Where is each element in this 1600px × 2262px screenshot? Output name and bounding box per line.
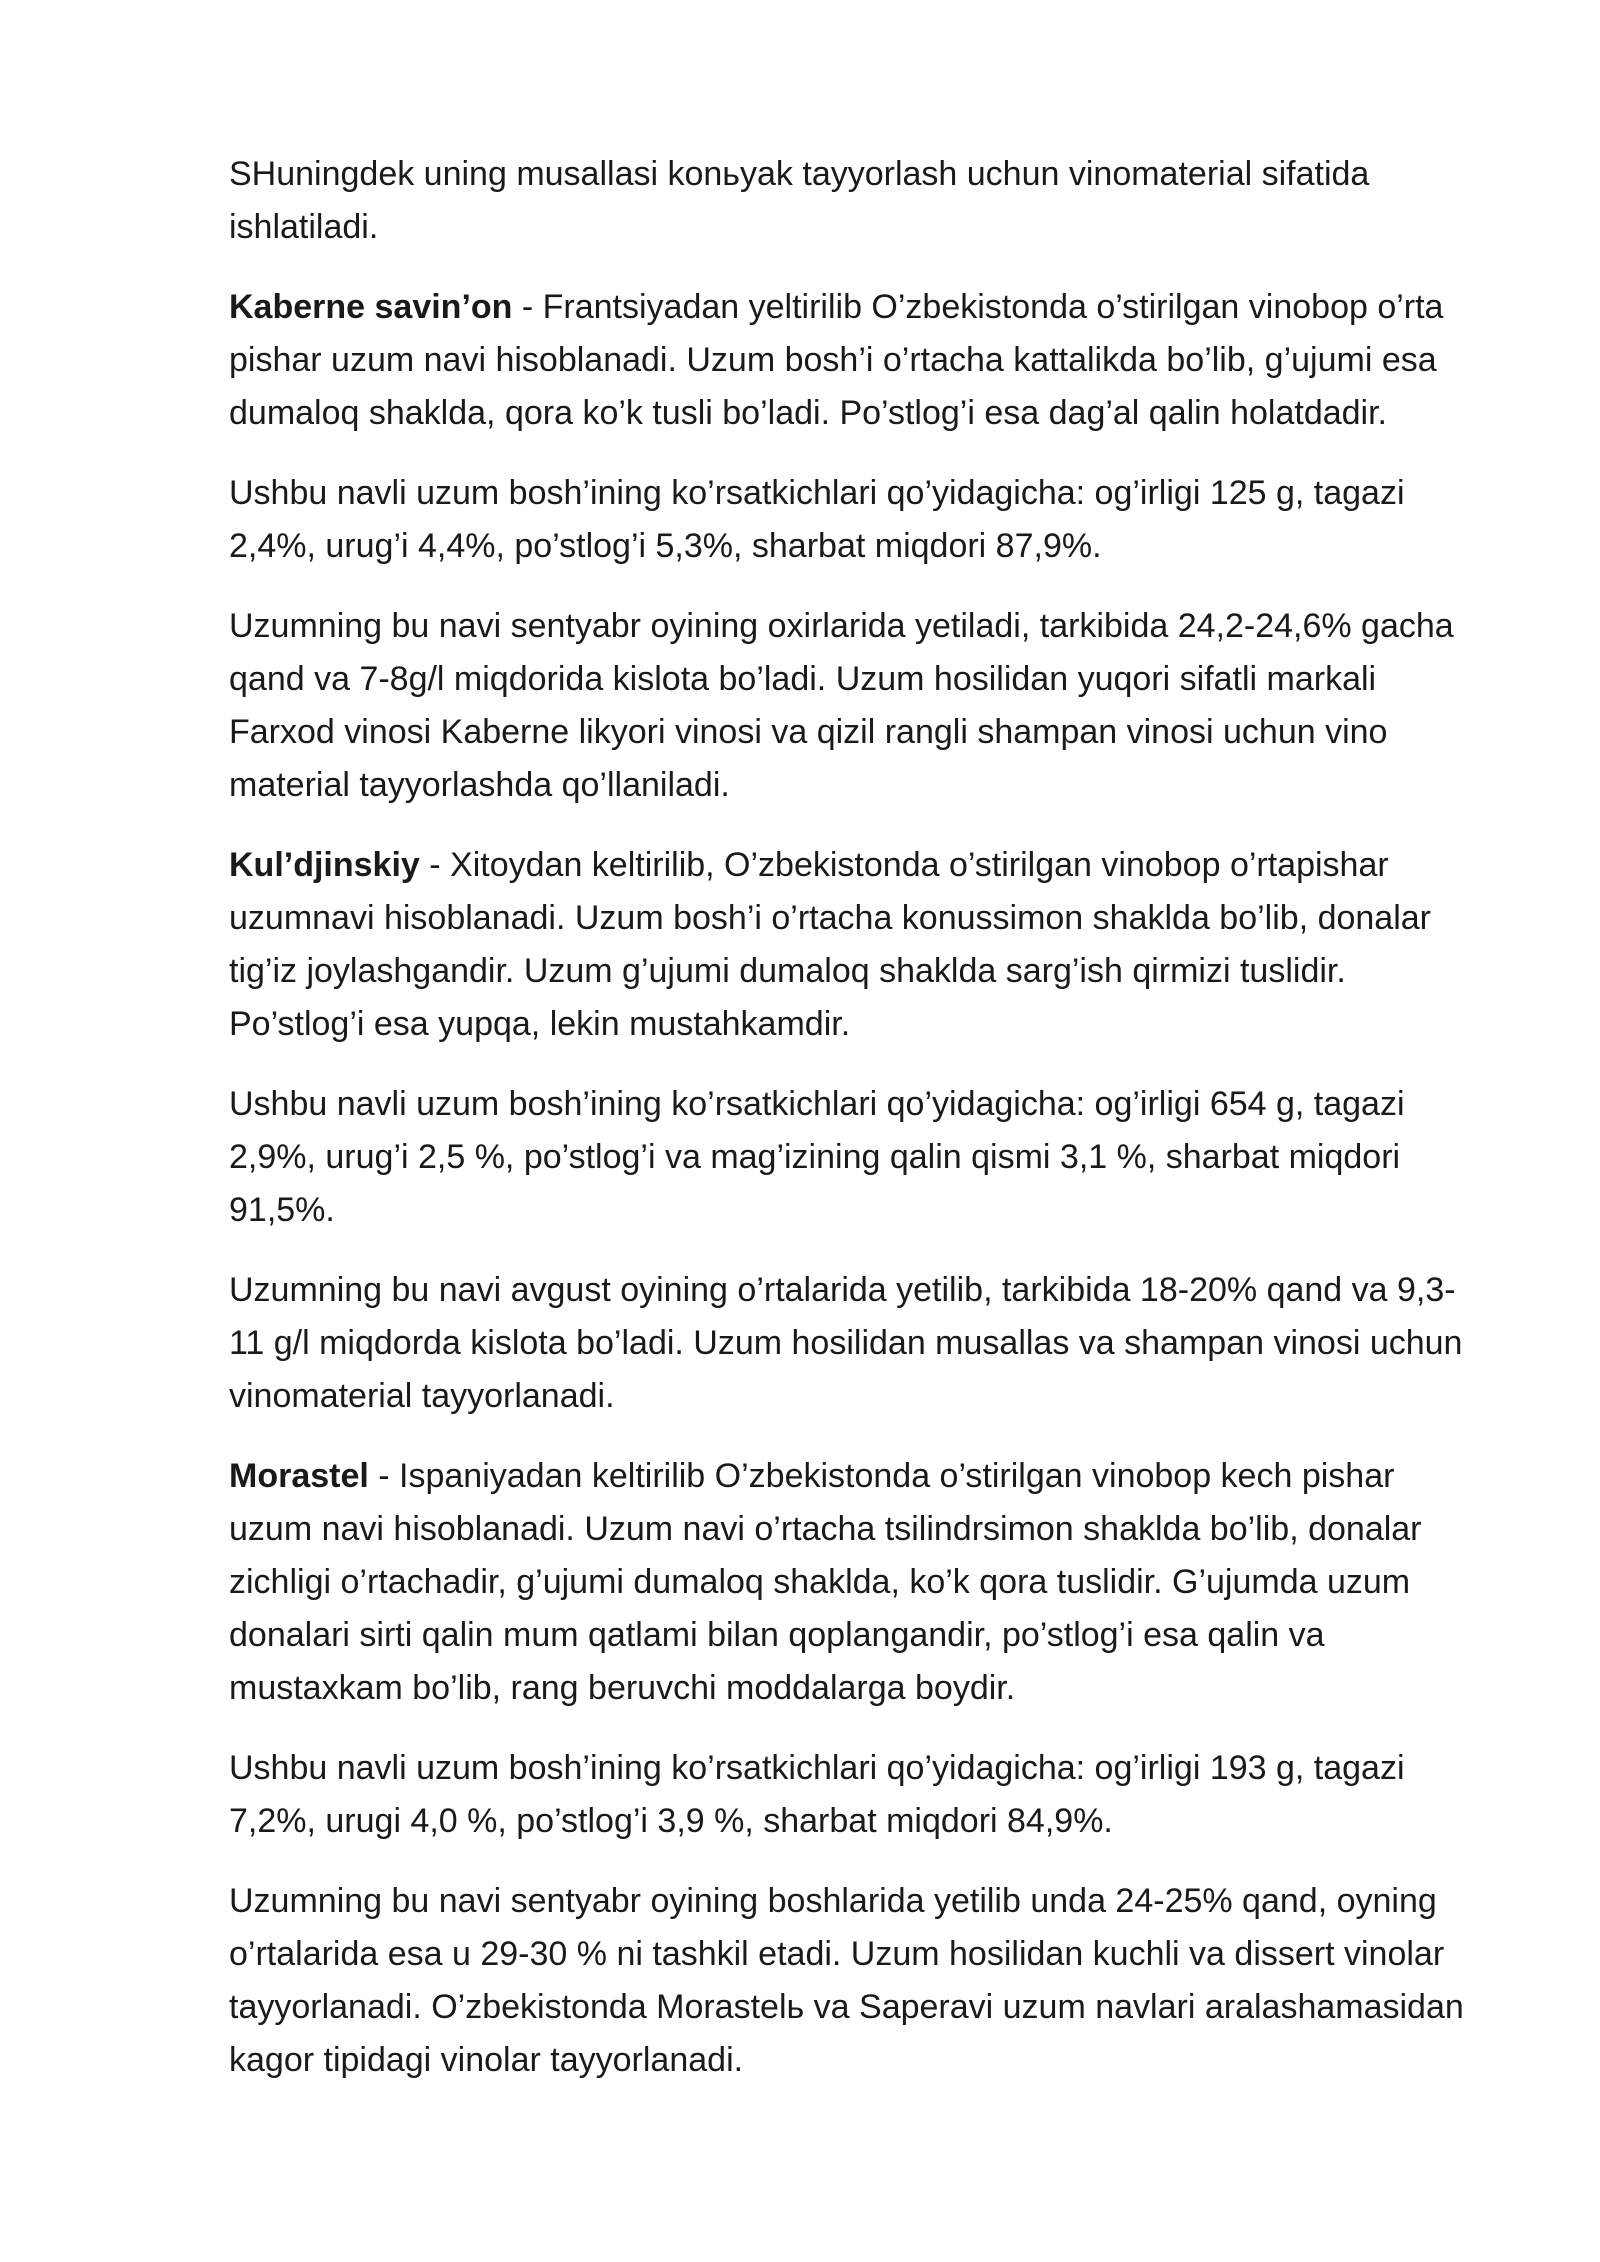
text-line: Ushbu navli uzum bosh’ining ko’rsatkichlari qo’yidagicha: og’irligi 193 g, tagazi [229, 1749, 1405, 1787]
text-line: o’rtalarida esa u 29-30 % ni tashkil etadi. Uzum hosilidan kuchli va dissert vinolar [229, 1935, 1445, 1973]
text-line: tayyorlanadi. O’zbekistonda Morastelь va Saperavi uzum navlari aralashamasidan [229, 1988, 1464, 2026]
text-line: zichligi o’rtachadir, g’ujumi dumaloq shaklda, ko’k qora tuslidir. G’ujumda uzum [229, 1563, 1411, 1601]
text-line: 91,5%. [229, 1191, 335, 1229]
text-line: Ushbu navli uzum bosh’ining ko’rsatkichlari qo’yidagicha: og’irligi 125 g, tagazi [229, 474, 1405, 512]
text-line: 2,9%, urug’i 2,5 %, po’stlog’i va mag’izining qalin qismi 3,1 %, sharbat miqdori [229, 1138, 1401, 1176]
text-line: Uzumning bu navi sentyabr oyining boshlarida yetilib unda 24-25% qand, oyning [229, 1882, 1437, 1920]
paragraph-morastel-description [229, 1450, 1529, 1715]
paragraph-morastel-ripening [229, 1875, 1529, 2087]
text-line: mustaxkam bo’lib, rang beruvchi moddalarga boydir. [229, 1669, 1016, 1707]
text-line [229, 839, 1529, 892]
text-line: SHuningdek uning musallasi konьyak tayyorlash uchun vinomaterial sifatida [229, 155, 1370, 193]
text-fragment: - Ispaniyadan keltirilib O’zbekistonda o’stirilgan vinobop kech pishar [368, 1457, 1395, 1495]
text-line: 11 g/l miqdorda kislota bo’ladi. Uzum hosilidan musallas va shampan vinosi uchun [229, 1324, 1463, 1362]
text-line: pishar uzum navi hisoblanadi. Uzum bosh’i o’rtacha kattalikda bo’lib, g’ujumi esa [229, 341, 1437, 379]
text-line: donalari sirti qalin mum qatlami bilan qoplangandir, po’stlog’i esa qalin va [229, 1616, 1325, 1654]
text-line: uzum navi hisoblanadi. Uzum navi o’rtacha tsilindrsimon shaklda bo’lib, donalar [229, 1510, 1422, 1548]
text-fragment: - Frantsiyadan yeltirilib O’zbekistonda o’stirilgan vinobop o’rta [512, 288, 1444, 326]
text-line: Farxod vinosi Kaberne likyori vinosi va qizil rangli shampan vinosi uchun vino [229, 713, 1388, 751]
variety-name-morastel: Morastel [229, 1457, 369, 1495]
paragraph-kaberne-description [229, 281, 1529, 440]
text-line: 7,2%, urugi 4,0 %, po’stlog’i 3,9 %, sharbat miqdori 84,9%. [229, 1802, 1113, 1840]
text-line: Ushbu navli uzum bosh’ining ko’rsatkichlari qo’yidagicha: og’irligi 654 g, tagazi [229, 1085, 1405, 1123]
text-line: uzumnavi hisoblanadi. Uzum bosh’i o’rtacha konussimon shaklda bo’lib, donalar [229, 899, 1432, 937]
text-line: kagor tipidagi vinolar tayyorlanadi. [229, 2041, 744, 2079]
text-line: Po’stlog’i esa yupqa, lekin mustahkamdir. [229, 1005, 851, 1043]
text-line: tig’iz joylashgandir. Uzum g’ujumi dumaloq shaklda sarg’ish qirmizi tuslidir. [229, 952, 1346, 990]
variety-name-kaberne: Kaberne savin’on [229, 288, 513, 326]
text-line: 2,4%, urug’i 4,4%, po’stlog’i 5,3%, sharbat miqdori 87,9%. [229, 527, 1102, 565]
variety-name-kuldjinskiy: Kul’djinskiy [229, 846, 420, 884]
text-line [229, 1450, 1529, 1503]
document-body [229, 148, 1529, 2087]
paragraph-kaberne-ripening [229, 600, 1529, 812]
paragraph-kuldjinskiy-indicators [229, 1078, 1529, 1237]
text-line: Uzumning bu navi avgust oyining o’rtalarida yetilib, tarkibida 18-20% qand va 9,3- [229, 1271, 1456, 1309]
text-line: ishlatiladi. [229, 208, 379, 246]
paragraph-morastel-indicators [229, 1742, 1529, 1848]
text-line: qand va 7-8g/l miqdorida kislota bo’ladi. Uzum hosilidan yuqori sifatli markali [229, 660, 1377, 698]
paragraph-kuldjinskiy-ripening [229, 1264, 1529, 1423]
text-line: Uzumning bu navi sentyabr oyining oxirlarida yetiladi, tarkibida 24,2-24,6% gacha [229, 607, 1454, 645]
paragraph-cognac-usage [229, 148, 1529, 254]
text-fragment: - Xitoydan keltirilib, O’zbekistonda o’stirilgan vinobop o’rtapishar [419, 846, 1389, 884]
text-line [229, 281, 1529, 334]
text-line: dumaloq shaklda, qora ko’k tusli bo’ladi. Po’stlog’i esa dag’al qalin holatdadir. [229, 394, 1387, 432]
text-line: vinomaterial tayyorlanadi. [229, 1377, 615, 1415]
text-line: material tayyorlashda qo’llaniladi. [229, 766, 730, 804]
paragraph-kaberne-indicators [229, 467, 1529, 573]
paragraph-kuldjinskiy-description [229, 839, 1529, 1051]
